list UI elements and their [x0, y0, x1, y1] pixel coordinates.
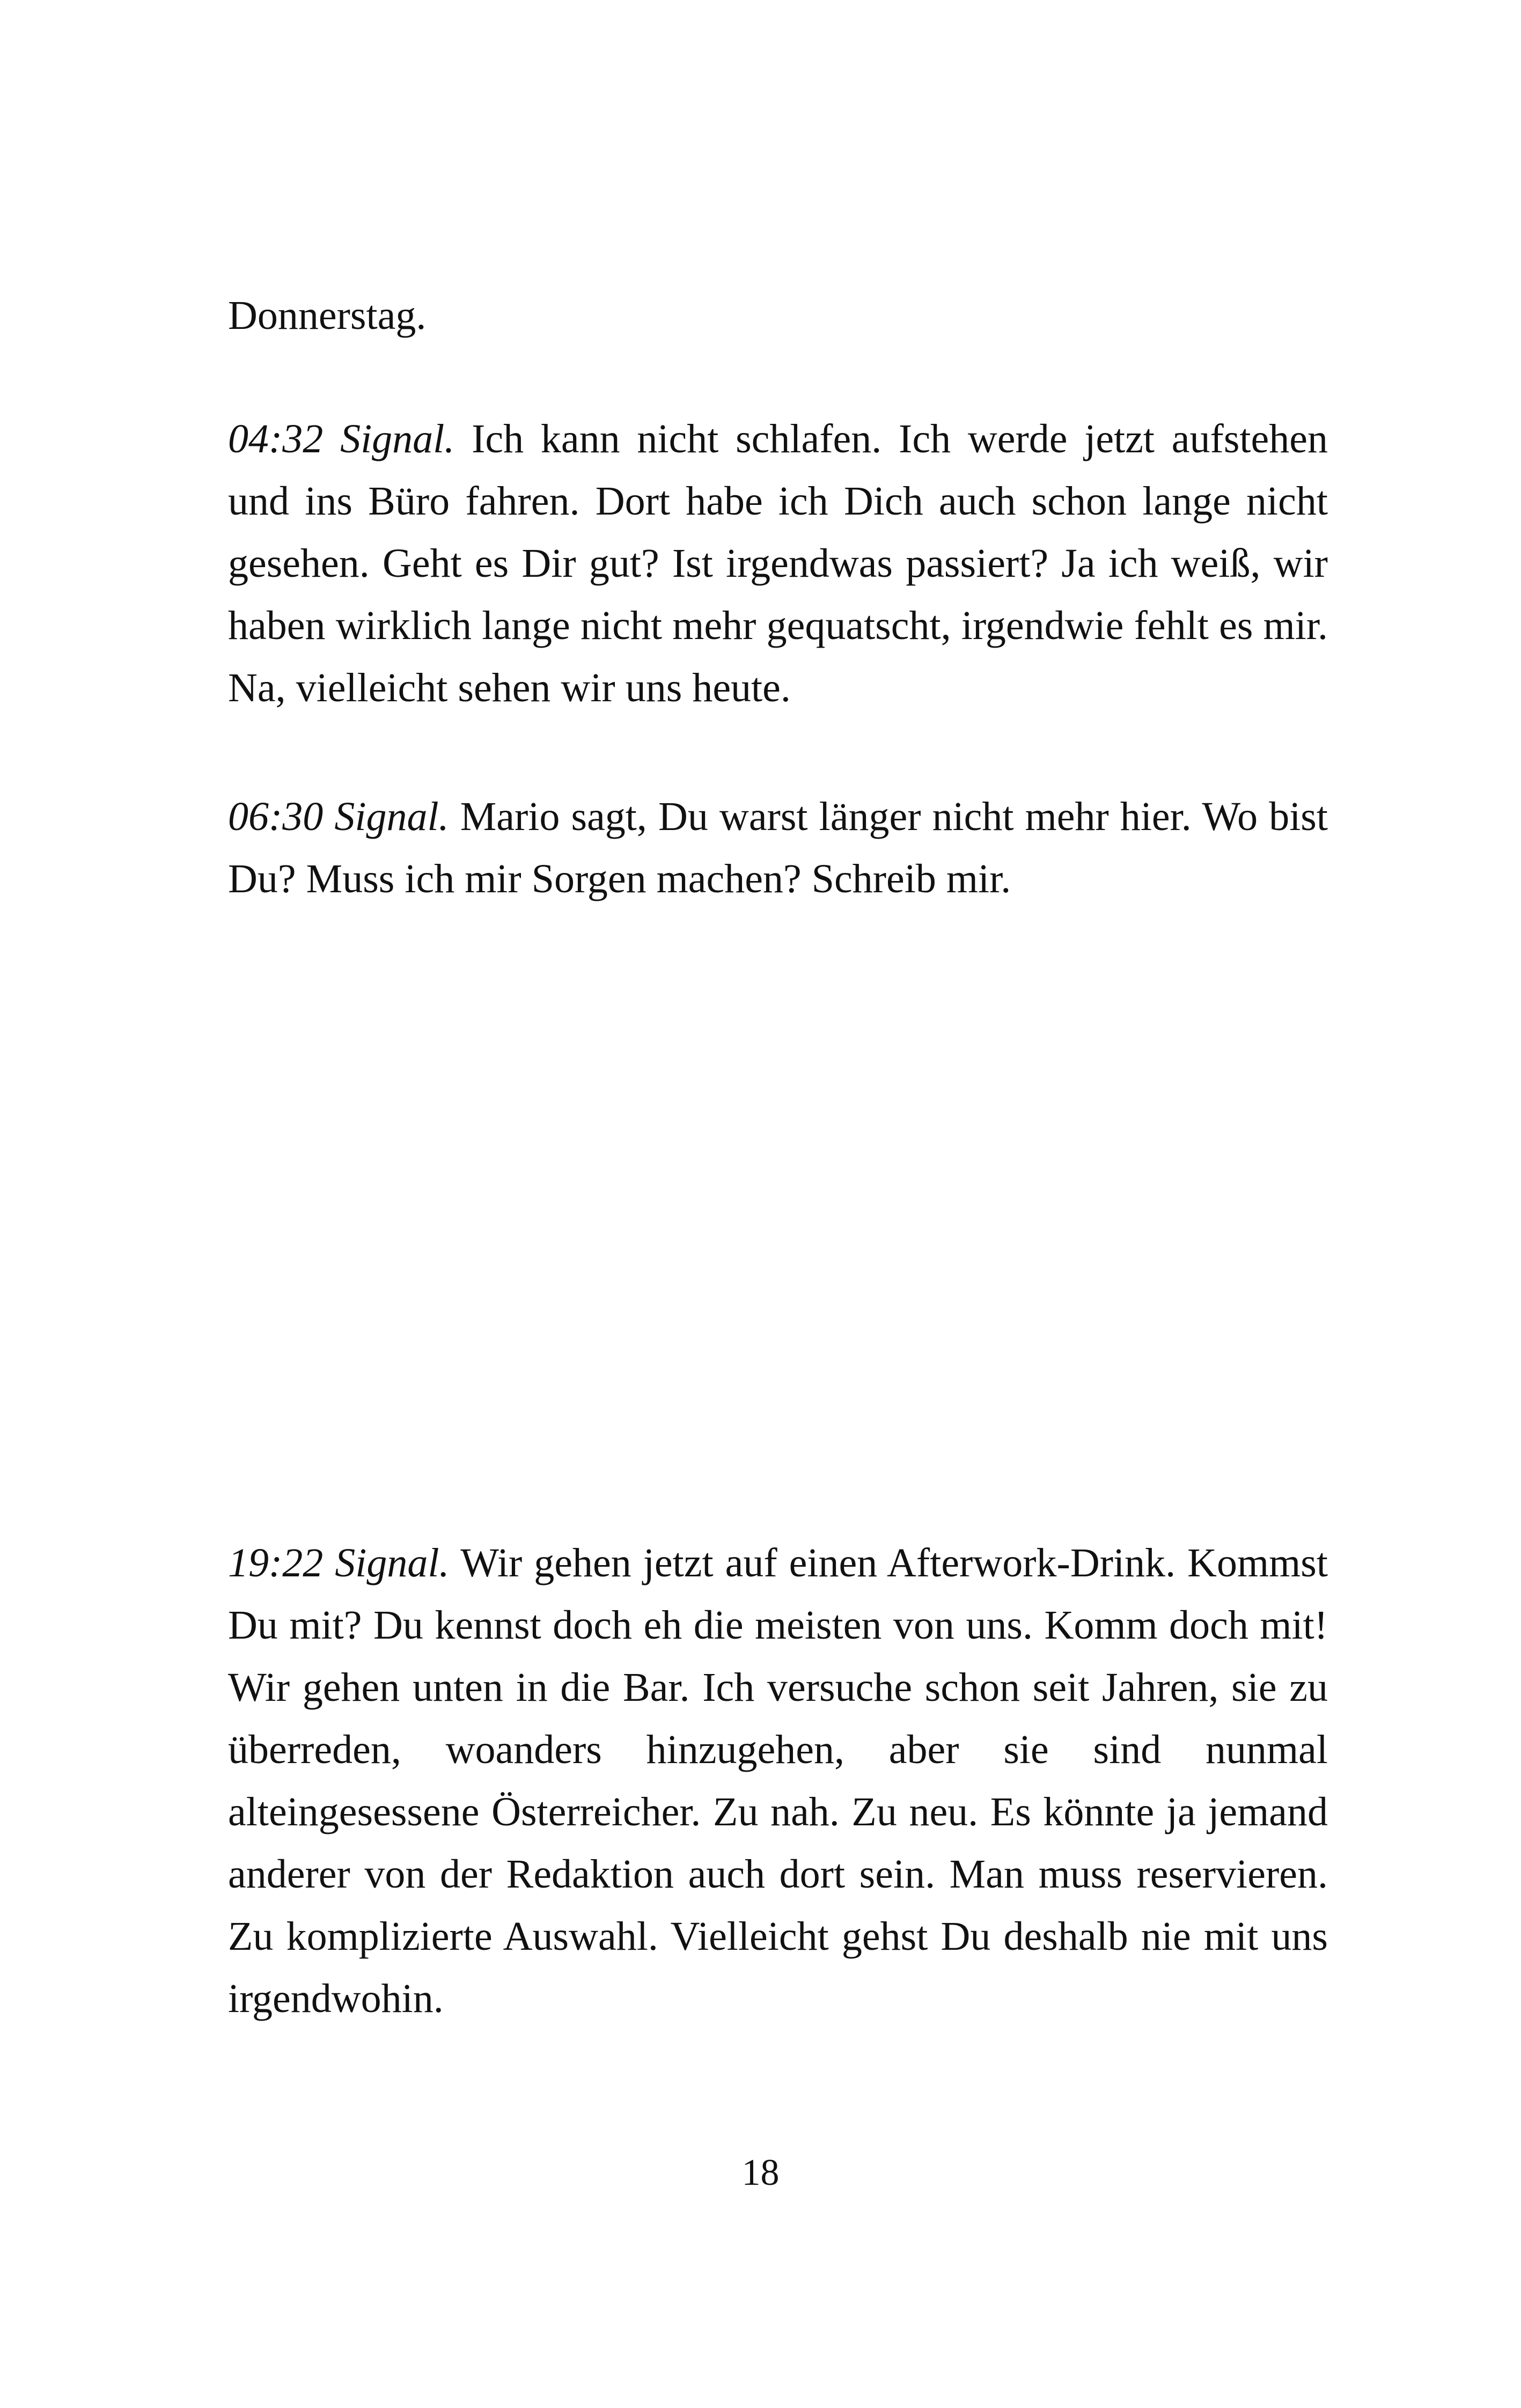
message-text: Mario sagt, Du warst länger nicht mehr hier. Wo bist Du? Muss ich mir Sorgen machen? Schreib mir.	[228, 794, 1328, 901]
day-heading: Donnerstag.	[228, 293, 427, 338]
message-entry	[228, 785, 1328, 910]
message-text: Wir gehen jetzt auf einen Afterwork-Drink. Kommst Du mit? Du kennst doch eh die meisten von uns. Komm doch mit! Wir gehen unten in die Bar. Ich versuche schon seit Jahren, sie zu überreden, woanders hinzugehen, aber sie sind nunmal alteingesessene Österreicher. Zu nah. Zu neu. Es könnte ja jemand anderer von der Redaktion auch dort sein. Man muss reservieren. Zu komplizierte Auswahl. Vielleicht gehst Du deshalb nie mit uns irgendwohin.	[228, 1540, 1328, 2021]
timestamp-label: 04:32 Signal.	[228, 416, 455, 461]
message-entry	[228, 408, 1328, 719]
timestamp-label: 06:30 Signal.	[228, 794, 449, 839]
message-text: Ich kann nicht schlafen. Ich werde jetzt aufstehen und ins Büro fahren. Dort habe ich Dich auch schon lange nicht gesehen. Geht es Dir gut? Ist irgendwas passiert? Ja ich weiß, wir haben wirklich lange nicht mehr gequatscht, irgendwie fehlt es mir. Na, vielleicht sehen wir uns heute.	[228, 416, 1328, 710]
message-entry	[228, 1532, 1328, 2030]
page-number: 18	[741, 2152, 780, 2193]
timestamp-label: 19:22 Signal.	[228, 1540, 450, 1585]
